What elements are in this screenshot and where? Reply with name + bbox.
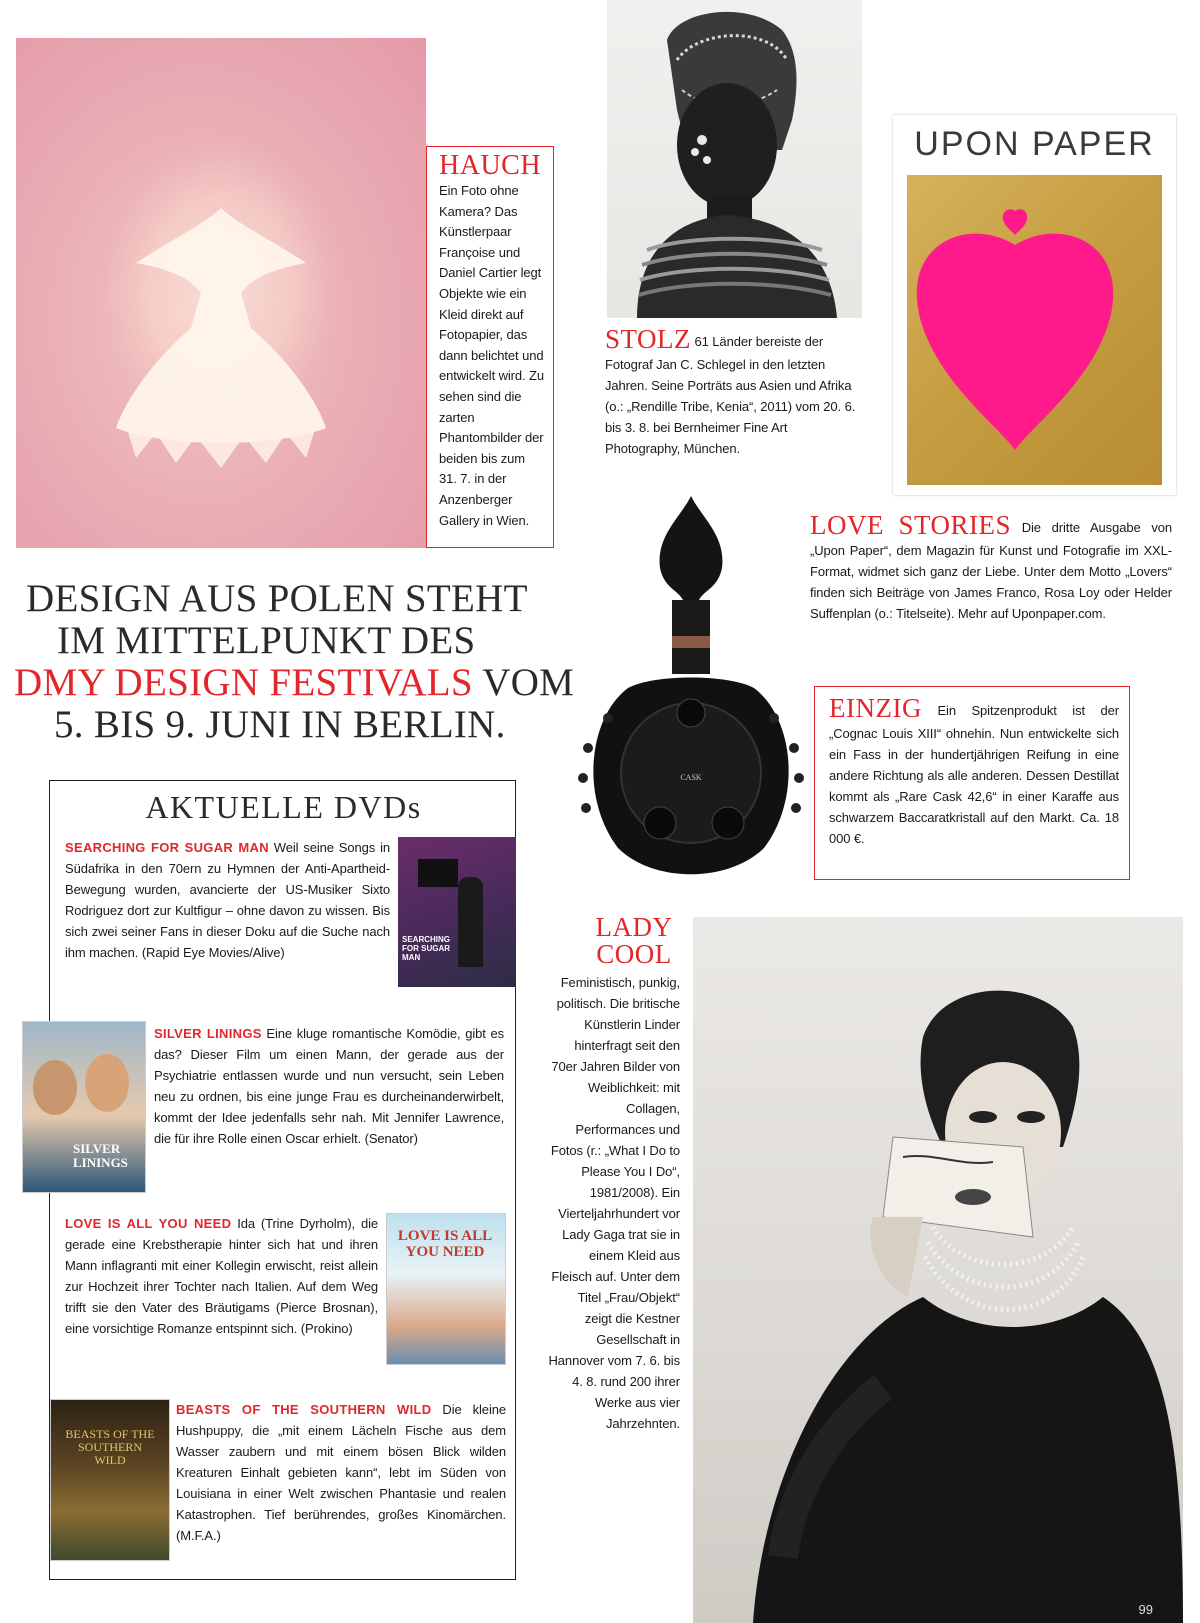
portrait-illustration <box>607 0 862 318</box>
lady-cool-text: Feministisch, punkig, politisch. Die britische Künstlerin Linder hinterfragt seit den 70er Jahren Bilder von Weiblichkeit: mit Collagen, Performances und Fotos (r.: „What I Do to Please You I Do“, 1981/2008). Ein Vierteljahrhundert vor Lady Gaga trat sie in einem Kleid aus Fleisch auf. Unter dem Titel „Frau/Objekt“ zeigt die Kestner Gesellschaft in Hannover vom 7. 6. bis 4. 8. rund 200 ihrer Werke aus vier Jahrzehnten. <box>548 975 680 1431</box>
einzig-title: EINZIG <box>829 693 922 723</box>
lady-cool-title-1: LADY <box>595 912 673 942</box>
stolz-photo <box>607 0 862 318</box>
dvd-cover-text-silver-linings: SILVER LININGS <box>73 1141 128 1170</box>
bottle-label: CASK <box>680 773 702 782</box>
love-stories-title: LOVE STORIES <box>810 510 1011 540</box>
page-number: 99 <box>1138 1602 1153 1617</box>
bottle-illustration <box>568 488 814 888</box>
dvd-box <box>49 780 516 1580</box>
dvd-text-beasts: Die kleine Hushpuppy, die „mit einem Lächeln Fische aus dem Wasser zaubern und mit einem bösen Blick wilden Kreaturen Einhalt gebieten kann“, lebt im Süden von Louisiana in einer Welt zwischen Phantasie und realen Katastrophen. Tief berührendes, großes Kinomärchen. (M.F.A.) <box>176 1402 506 1543</box>
pink-heart-graphic <box>907 175 1162 485</box>
dvd-item-love-is-all <box>65 1213 378 1339</box>
magazine-logo: UPON PAPER <box>914 125 1155 163</box>
love-stories-text: Die dritte Ausgabe von „Upon Paper“, dem Magazin für Kunst und Fotografie im XXL-Format, widmet sich ganz der Liebe. Unter dem Motto „Lovers“ finden sich Beiträge von James Franco, Rosa Loy oder Helder Suffenplan (o.: Titelseite). Mehr auf Uponpaper.com. <box>810 520 1172 621</box>
dvd-item-sugar-man <box>65 837 390 963</box>
lady-cool-caption <box>548 914 680 1434</box>
cognac-bottle-photo <box>568 488 814 888</box>
dvd-cover-text-love-is-all: LOVE IS ALL YOU NEED <box>397 1228 493 1260</box>
headline-line-1: DESIGN AUS POLEN STEHT <box>26 577 528 620</box>
dvd-title-love-is-all: LOVE IS ALL YOU NEED <box>65 1216 232 1231</box>
dvd-item-beasts <box>176 1399 506 1546</box>
hauch-title: HAUCH <box>439 150 542 181</box>
headline-line-3 <box>14 662 594 704</box>
headline <box>14 578 594 746</box>
hauch-photo <box>16 38 426 548</box>
love-stories-caption <box>810 510 1172 624</box>
dvd-title-beasts: BEASTS OF THE SOUTHERN WILD <box>176 1402 432 1417</box>
hauch-text: Ein Foto ohne Kamera? Das Künstlerpaar Françoise und Daniel Cartier legt Objekte wie ein Kleid direkt auf Fotopapier, das dann belichtet und entwickelt wird. Zu sehen sind die zarten Phantombilder der beiden bis zum 31. 7. in der Anzenberger Gallery in Wien. <box>439 183 545 528</box>
dvd-text-sugar-man: Weil seine Songs in Südafrika in den 70ern zu Hymnen der Anti-Apartheid-Bewegung wurden, avancierte der US-Musiker Sixto Rodriguez dort zur Kultfigur – ohne davon zu wissen. Bis sich zwei seiner Fans in dieser Doku auf die Suche nach ihm machen. (Rapid Eye Movies/Alive) <box>65 840 390 960</box>
upon-paper-cover <box>893 115 1176 495</box>
linder-portrait-illustration <box>693 917 1183 1623</box>
hauch-box <box>426 146 554 548</box>
dvd-title-sugar-man: SEARCHING FOR SUGAR MAN <box>65 840 269 855</box>
dvd-cover-text-sugar-man: SEARCHING FOR SUGAR MAN <box>402 935 451 962</box>
dress-photogram <box>16 38 426 548</box>
dvd-cover-beasts <box>50 1399 170 1561</box>
stolz-text: 61 Länder bereiste der Fotograf Jan C. Schlegel in den letzten Jahren. Seine Porträts aus Asien und Afrika (o.: „Rendille Tribe, Kenia“, 2011) vom 20. 6. bis 3. 8. bei Bernheimer Fine Art Photography, München. <box>605 334 856 456</box>
dvd-cover-sugar-man <box>398 837 516 987</box>
lady-cool-title-2: COOL <box>596 939 672 969</box>
dvd-cover-silver-linings <box>22 1021 146 1193</box>
dvd-heading: AKTUELLE DVDs <box>145 789 422 825</box>
magazine-gold-field <box>907 175 1162 485</box>
einzig-box <box>814 686 1130 880</box>
dvd-title-silver-linings: SILVER LININGS <box>154 1026 262 1041</box>
headline-line-4: 5. BIS 9. JUNI IN BERLIN. <box>54 703 506 746</box>
headline-vom: VOM <box>472 661 575 704</box>
dvd-text-love-is-all: Ida (Trine Dyrholm), die gerade eine Krebstherapie hinter sich hat und ihren Mann inflagranti mit einer Kollegin erwischt, reist allein zur Hochzeit ihrer Tochter nach Italien. Auf dem Weg trifft sie den Vater des Bräutigams (Pierce Brosnan), eine vorsichtige Romanze entspinnt sich. (Prokino) <box>65 1216 379 1336</box>
dvd-item-silver-linings <box>154 1023 504 1149</box>
headline-festival: DMY DESIGN FESTIVALS <box>14 661 473 704</box>
einzig-text: Ein Spitzenprodukt ist der „Cognac Louis XIII“ ohnehin. Nun entwickelte sich ein Fass in der hundertjährigen Reifung in eine andere Richtung als alle anderen. Dessen Destillat kommt als „Rare Cask 42,6“ in einer Karaffe aus schwarzem Baccaratkristall auf den Markt. Ca. 18 000 €. <box>829 703 1119 846</box>
dvd-cover-love-is-all <box>386 1213 506 1365</box>
dvd-cover-text-beasts: BEASTS OF THE SOUTHERN WILD <box>65 1427 155 1467</box>
dvd-text-silver-linings: Eine kluge romantische Komödie, gibt es das? Dieser Film um einen Mann, der gerade aus der Psychiatrie entlassen wurde und nun versucht, sein Leben neu zu ordnen, bis eine junge Frau es durcheinanderwirbelt, kommt der Idee jedenfalls sehr nah. Mit Jennifer Lawrence, die für ihre Rolle einen Oscar erhielt. (Senator) <box>154 1026 505 1146</box>
stolz-caption <box>605 324 863 459</box>
lady-cool-photo <box>693 917 1183 1623</box>
stolz-title: STOLZ <box>605 324 692 354</box>
headline-line-2: IM MITTELPUNKT DES <box>57 619 476 662</box>
